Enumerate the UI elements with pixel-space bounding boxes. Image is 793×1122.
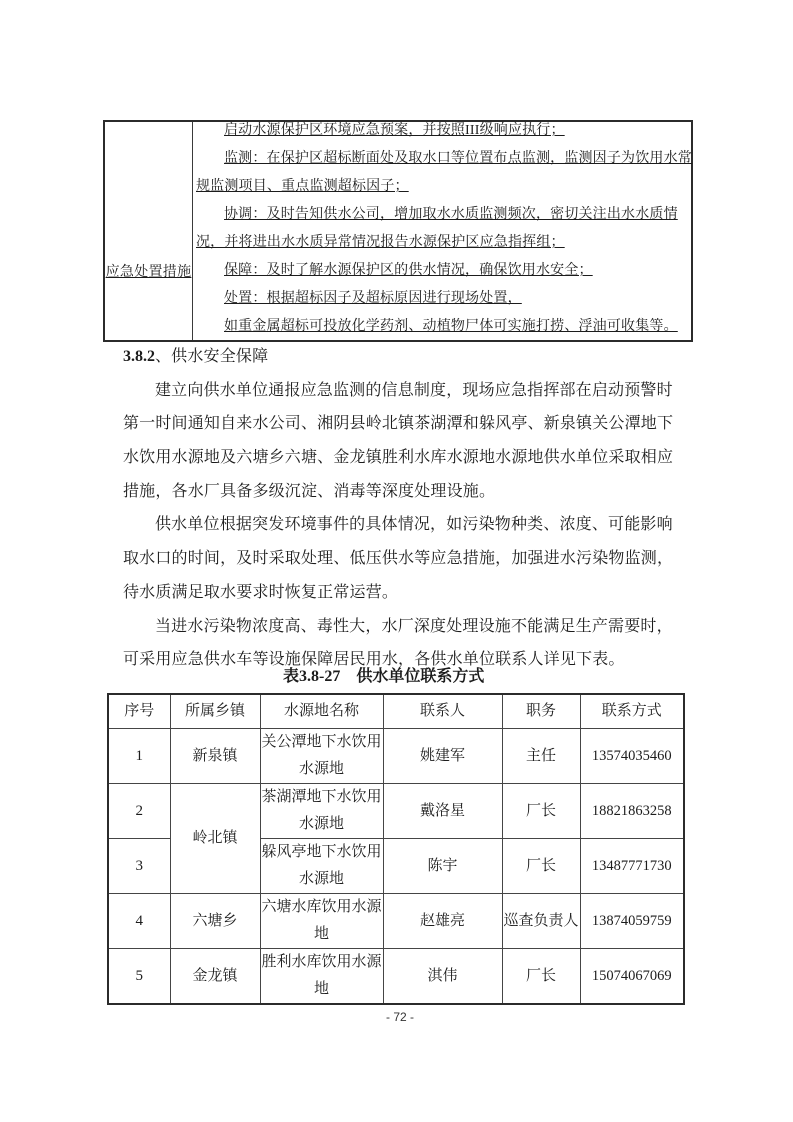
measure-line-disposal: 处置：根据超标因子及超标原因进行现场处置， bbox=[224, 291, 522, 306]
measure-line-activate-plan: 启动水源保护区环境应急预案，并按照III级响应执行； bbox=[224, 123, 565, 138]
emergency-measures-label: 应急处置措施 bbox=[105, 265, 192, 280]
table-caption-title: 供水单位联系方式 bbox=[356, 668, 485, 685]
cell-no: 3 bbox=[108, 839, 170, 894]
paragraph-line: 建立向供水单位通报应急监测的信息制度，现场应急指挥部在启动预警时 bbox=[155, 381, 673, 399]
cell-town: 新泉镇 bbox=[170, 729, 260, 784]
section-number: 3.8.2 bbox=[123, 348, 155, 365]
cell-source: 躲风亭地下水饮用水源地 bbox=[260, 839, 383, 894]
page-number: - 72 - bbox=[385, 1010, 414, 1024]
measure-line-monitoring: 监测：在保护区超标断面处及取水口等位置布点监测，监测因子为饮用水常 bbox=[224, 151, 692, 166]
paragraph bbox=[123, 508, 679, 609]
cell-position: 厂长 bbox=[502, 784, 580, 839]
measure-line-disposal-examples: 如重金属超标可投放化学药剂、动植物尸体可实施打捞、浮油可收集等。 bbox=[224, 319, 678, 334]
paragraph-line: 供水单位根据突发环境事件的具体情况，如污染物种类、浓度、可能影响 bbox=[155, 516, 673, 534]
cell-no: 2 bbox=[108, 784, 170, 839]
paragraph-line: 措施，各水厂具备多级沉淀、消毒等深度处理设施。 bbox=[123, 482, 496, 500]
emergency-measures-table bbox=[103, 120, 693, 342]
emergency-measures-label-cell bbox=[105, 122, 193, 340]
cell-town: 金龙镇 bbox=[170, 949, 260, 1005]
table-row bbox=[108, 894, 684, 949]
measure-line-coordination: 协调：及时告知供水公司，增加取水水质监测频次，密切关注出水水质情 bbox=[224, 207, 678, 222]
cell-phone: 13487771730 bbox=[580, 839, 684, 894]
cell-contact: 淇伟 bbox=[383, 949, 502, 1005]
paragraph-line: 第一时间通知自来水公司、湘阴县岭北镇茶湖潭和躲风亭、新泉镇关公潭地下 bbox=[123, 415, 674, 433]
paragraph-line: 取水口的时间，及时采取处理、低压供水等应急措施，加强进水污染物监测， bbox=[123, 550, 674, 568]
cell-source: 胜利水库饮用水源地 bbox=[260, 949, 383, 1005]
cell-no: 4 bbox=[108, 894, 170, 949]
cell-town: 六塘乡 bbox=[170, 894, 260, 949]
column-header-position: 职务 bbox=[502, 694, 580, 729]
cell-contact: 赵雄亮 bbox=[383, 894, 502, 949]
cell-no: 5 bbox=[108, 949, 170, 1005]
cell-no: 1 bbox=[108, 729, 170, 784]
section-title: 、供水安全保障 bbox=[155, 348, 269, 365]
cell-position: 厂长 bbox=[502, 949, 580, 1005]
paragraph-line: 可采用应急供水车等设施保障居民用水，各供水单位联系人详见下表。 bbox=[123, 651, 625, 669]
column-header-phone: 联系方式 bbox=[580, 694, 684, 729]
column-header-contact: 联系人 bbox=[383, 694, 502, 729]
cell-phone: 13874059759 bbox=[580, 894, 684, 949]
measure-line-coordination-cont: 况，并将进出水水质异常情况报告水源保护区应急指挥组； bbox=[196, 235, 565, 250]
cell-town-merged: 岭北镇 bbox=[170, 784, 260, 894]
cell-phone: 13574035460 bbox=[580, 729, 684, 784]
cell-contact: 戴洛星 bbox=[383, 784, 502, 839]
cell-source: 茶湖潭地下水饮用水源地 bbox=[260, 784, 383, 839]
section-body bbox=[123, 340, 679, 677]
cell-position: 厂长 bbox=[502, 839, 580, 894]
section-heading bbox=[123, 340, 679, 374]
cell-phone: 15074067069 bbox=[580, 949, 684, 1005]
measure-line-monitoring-cont: 规监测项目、重点监测超标因子； bbox=[196, 179, 409, 194]
paragraph-line: 水饮用水源地及六塘乡六塘、金龙镇胜利水库水源地水源地供水单位采取相应 bbox=[123, 449, 674, 467]
paragraph bbox=[123, 374, 679, 509]
column-header-no: 序号 bbox=[108, 694, 170, 729]
column-header-source: 水源地名称 bbox=[260, 694, 383, 729]
table-row bbox=[108, 729, 684, 784]
paragraph-line: 待水质满足取水要求时恢复正常运营。 bbox=[123, 583, 399, 601]
paragraph-line: 当进水污染物浓度高、毒性大，水厂深度处理设施不能满足生产需要时， bbox=[155, 617, 673, 635]
column-header-town: 所属乡镇 bbox=[170, 694, 260, 729]
table-row bbox=[108, 784, 684, 839]
cell-position: 主任 bbox=[502, 729, 580, 784]
measure-line-guarantee: 保障：及时了解水源保护区的供水情况，确保饮用水安全； bbox=[224, 263, 593, 278]
table-row bbox=[108, 949, 684, 1005]
table-caption-number: 表3.8-27 bbox=[283, 668, 341, 685]
emergency-measures-content bbox=[194, 117, 691, 341]
table-caption bbox=[283, 667, 484, 687]
table-header-row bbox=[108, 694, 684, 729]
cell-source: 关公潭地下水饮用水源地 bbox=[260, 729, 383, 784]
cell-position: 巡查负责人 bbox=[502, 894, 580, 949]
cell-phone: 18821863258 bbox=[580, 784, 684, 839]
cell-contact: 姚建军 bbox=[383, 729, 502, 784]
cell-source: 六塘水库饮用水源地 bbox=[260, 894, 383, 949]
cell-contact: 陈宇 bbox=[383, 839, 502, 894]
contact-table bbox=[107, 693, 685, 1005]
